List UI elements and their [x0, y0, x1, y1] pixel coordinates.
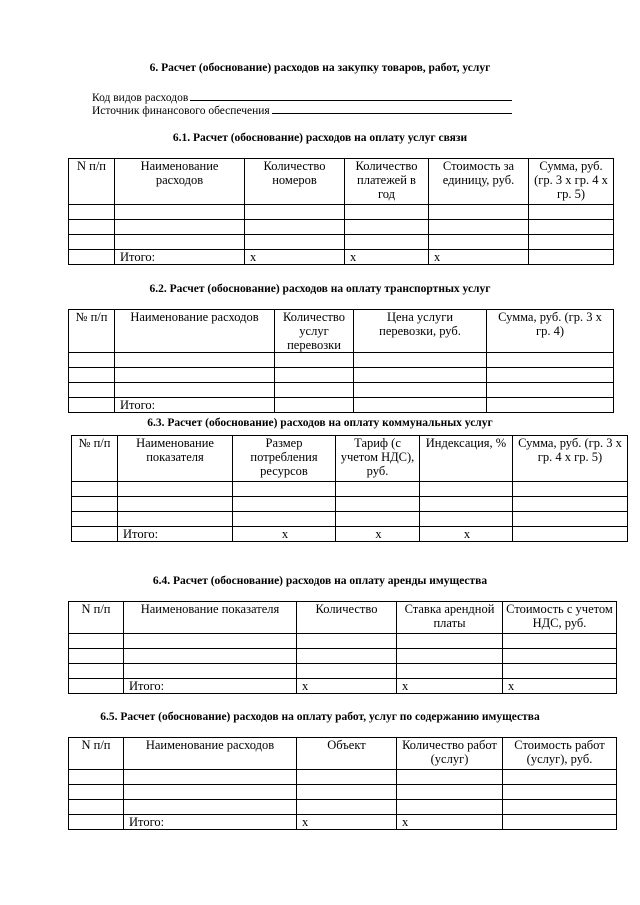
table-row	[69, 205, 614, 220]
table-cell[interactable]	[115, 235, 245, 250]
table-cell[interactable]	[233, 497, 336, 512]
expense-code-input-line[interactable]	[190, 89, 512, 101]
total-row	[72, 527, 628, 542]
total-cell: x	[397, 815, 503, 830]
col-header: Наименование расходов	[124, 738, 297, 770]
table-cell[interactable]	[245, 220, 345, 235]
funding-source-field	[92, 102, 512, 117]
col-header: № п/п	[69, 310, 115, 353]
total-label: Итого:	[115, 398, 275, 413]
table-cell[interactable]	[69, 235, 115, 250]
table-row	[69, 664, 617, 679]
table-header-row	[69, 602, 617, 634]
table-cell[interactable]	[336, 482, 420, 497]
funding-source-label: Источник финансового обеспечения	[92, 105, 270, 117]
table-row	[69, 220, 614, 235]
expense-code-label: Код видов расходов	[92, 92, 189, 104]
table-cell[interactable]	[124, 664, 297, 679]
table-cell[interactable]	[69, 649, 124, 664]
table-row	[69, 235, 614, 250]
table-cell[interactable]	[124, 785, 297, 800]
table-cell[interactable]	[345, 220, 429, 235]
table-cell[interactable]	[503, 770, 617, 785]
total-cell	[69, 250, 115, 265]
table-cell[interactable]	[503, 664, 617, 679]
funding-source-input-line[interactable]	[272, 102, 512, 114]
total-cell: x	[336, 527, 420, 542]
table-cell[interactable]	[397, 785, 503, 800]
table-cell[interactable]	[115, 353, 275, 368]
table-cell[interactable]	[397, 770, 503, 785]
table-cell[interactable]	[233, 512, 336, 527]
table-cell[interactable]	[345, 235, 429, 250]
table-cell[interactable]	[72, 497, 118, 512]
total-cell	[69, 815, 124, 830]
table-cell[interactable]	[487, 383, 614, 398]
total-cell	[69, 679, 124, 694]
col-header: Стоимость работ (услуг), руб.	[503, 738, 617, 770]
section-title-6-2: 6.2. Расчет (обоснование) расходов на оплату транспортных услуг	[149, 283, 491, 295]
table-header-row	[69, 159, 614, 205]
table-cell[interactable]	[420, 497, 513, 512]
col-header: N п/п	[69, 159, 115, 205]
table-row	[69, 368, 614, 383]
table-cell[interactable]	[345, 205, 429, 220]
table-row	[69, 353, 614, 368]
table-cell[interactable]	[420, 482, 513, 497]
table-cell[interactable]	[297, 770, 397, 785]
total-cell: x	[420, 527, 513, 542]
table-cell[interactable]	[503, 785, 617, 800]
table-cell[interactable]	[118, 497, 233, 512]
table-cell[interactable]	[275, 368, 354, 383]
table-row	[69, 383, 614, 398]
col-header: N п/п	[69, 738, 124, 770]
table-cell[interactable]	[297, 664, 397, 679]
table-row	[69, 800, 617, 815]
table-cell[interactable]	[503, 634, 617, 649]
table-row	[72, 512, 628, 527]
table-cell[interactable]	[420, 512, 513, 527]
section-title-6-5: 6.5. Расчет (обоснование) расходов на оплату работ, услуг по содержанию имущества	[100, 711, 540, 723]
table-cell[interactable]	[397, 800, 503, 815]
table-cell[interactable]	[336, 497, 420, 512]
table-cell[interactable]	[69, 353, 115, 368]
col-header: Цена услуги перевозки, руб.	[354, 310, 487, 353]
table-cell[interactable]	[487, 368, 614, 383]
total-cell: x	[297, 679, 397, 694]
total-cell: x	[233, 527, 336, 542]
total-label: Итого:	[124, 815, 297, 830]
table-cell[interactable]	[69, 383, 115, 398]
table-cell[interactable]	[397, 664, 503, 679]
table-6-5	[68, 737, 617, 830]
total-row	[69, 398, 614, 413]
table-cell[interactable]	[118, 512, 233, 527]
table-6-1	[68, 158, 614, 265]
table-cell[interactable]	[115, 220, 245, 235]
total-cell: x	[429, 250, 529, 265]
col-header: Ставка арендной платы	[397, 602, 503, 634]
total-cell[interactable]	[503, 815, 617, 830]
section-title-6-1: 6.1. Расчет (обоснование) расходов на оплату услуг связи	[172, 132, 468, 144]
table-cell[interactable]	[245, 205, 345, 220]
col-header: Стоимость с учетом НДС, руб.	[503, 602, 617, 634]
table-row	[69, 785, 617, 800]
total-cell[interactable]	[529, 250, 614, 265]
table-cell[interactable]	[429, 205, 529, 220]
col-header: Количество платежей в год	[345, 159, 429, 205]
total-cell[interactable]	[275, 398, 354, 413]
total-cell: x	[503, 679, 617, 694]
table-cell[interactable]	[275, 353, 354, 368]
table-cell[interactable]	[69, 664, 124, 679]
table-cell[interactable]	[115, 205, 245, 220]
table-cell[interactable]	[233, 482, 336, 497]
col-header: Количество работ (услуг)	[397, 738, 503, 770]
table-6-3	[71, 435, 628, 542]
table-cell[interactable]	[115, 368, 275, 383]
main-title: 6. Расчет (обоснование) расходов на закупку товаров, работ, услуг	[149, 62, 491, 74]
table-cell[interactable]	[124, 634, 297, 649]
table-cell[interactable]	[297, 800, 397, 815]
table-row	[72, 497, 628, 512]
table-cell[interactable]	[503, 800, 617, 815]
table-row	[69, 770, 617, 785]
table-cell[interactable]	[297, 634, 397, 649]
col-header: Объект	[297, 738, 397, 770]
table-cell[interactable]	[529, 235, 614, 250]
total-row	[69, 679, 617, 694]
col-header: Сумма, руб. (гр. 3 x гр. 4 x гр. 5)	[529, 159, 614, 205]
table-header-row	[72, 436, 628, 482]
table-cell[interactable]	[397, 634, 503, 649]
table-cell[interactable]	[275, 383, 354, 398]
total-cell[interactable]	[513, 527, 628, 542]
total-cell: x	[345, 250, 429, 265]
total-cell: x	[397, 679, 503, 694]
total-cell	[69, 398, 115, 413]
col-header: Сумма, руб. (гр. 3 x гр. 4 x гр. 5)	[513, 436, 628, 482]
table-row	[69, 649, 617, 664]
table-cell[interactable]	[297, 785, 397, 800]
table-cell[interactable]	[124, 800, 297, 815]
table-cell[interactable]	[429, 220, 529, 235]
table-cell[interactable]	[529, 220, 614, 235]
table-cell[interactable]	[354, 383, 487, 398]
total-label: Итого:	[118, 527, 233, 542]
table-cell[interactable]	[336, 512, 420, 527]
table-6-2	[68, 309, 614, 413]
table-cell[interactable]	[69, 785, 124, 800]
total-cell: x	[245, 250, 345, 265]
section-title-6-4: 6.4. Расчет (обоснование) расходов на оплату аренды имущества	[152, 575, 488, 587]
total-row	[69, 815, 617, 830]
table-cell[interactable]	[69, 205, 115, 220]
table-cell[interactable]	[245, 235, 345, 250]
col-header: Наименование показателя	[118, 436, 233, 482]
table-cell[interactable]	[69, 220, 115, 235]
table-cell[interactable]	[354, 368, 487, 383]
col-header: N п/п	[69, 602, 124, 634]
col-header: Сумма, руб. (гр. 3 x гр. 4)	[487, 310, 614, 353]
table-cell[interactable]	[69, 800, 124, 815]
col-header: № п/п	[72, 436, 118, 482]
table-cell[interactable]	[487, 353, 614, 368]
table-cell[interactable]	[513, 497, 628, 512]
table-header-row	[69, 738, 617, 770]
table-cell[interactable]	[397, 649, 503, 664]
col-header: Количество номеров	[245, 159, 345, 205]
table-cell[interactable]	[513, 512, 628, 527]
table-cell[interactable]	[124, 770, 297, 785]
table-cell[interactable]	[297, 649, 397, 664]
col-header: Размер потребления ресурсов	[233, 436, 336, 482]
col-header: Количество	[297, 602, 397, 634]
table-cell[interactable]	[69, 634, 124, 649]
table-cell[interactable]	[354, 353, 487, 368]
table-row	[69, 634, 617, 649]
table-cell[interactable]	[124, 649, 297, 664]
table-row	[72, 482, 628, 497]
table-header-row	[69, 310, 614, 353]
col-header: Стоимость за единицу, руб.	[429, 159, 529, 205]
total-label: Итого:	[124, 679, 297, 694]
total-label: Итого:	[115, 250, 245, 265]
table-cell[interactable]	[118, 482, 233, 497]
table-6-4	[68, 601, 617, 694]
table-cell[interactable]	[529, 205, 614, 220]
col-header: Наименование расходов	[115, 310, 275, 353]
table-cell[interactable]	[72, 512, 118, 527]
table-cell[interactable]	[429, 235, 529, 250]
col-header: Наименование расходов	[115, 159, 245, 205]
table-cell[interactable]	[69, 770, 124, 785]
table-cell[interactable]	[72, 482, 118, 497]
table-cell[interactable]	[503, 649, 617, 664]
total-cell[interactable]	[487, 398, 614, 413]
total-cell[interactable]	[354, 398, 487, 413]
table-cell[interactable]	[115, 383, 275, 398]
col-header: Индексация, %	[420, 436, 513, 482]
table-cell[interactable]	[513, 482, 628, 497]
table-cell[interactable]	[69, 368, 115, 383]
total-cell: x	[297, 815, 397, 830]
section-title-6-3: 6.3. Расчет (обоснование) расходов на оплату коммунальных услуг	[147, 417, 493, 429]
col-header: Наименование показателя	[124, 602, 297, 634]
col-header: Количество услуг перевозки	[275, 310, 354, 353]
total-row	[69, 250, 614, 265]
col-header: Тариф (с учетом НДС), руб.	[336, 436, 420, 482]
total-cell	[72, 527, 118, 542]
